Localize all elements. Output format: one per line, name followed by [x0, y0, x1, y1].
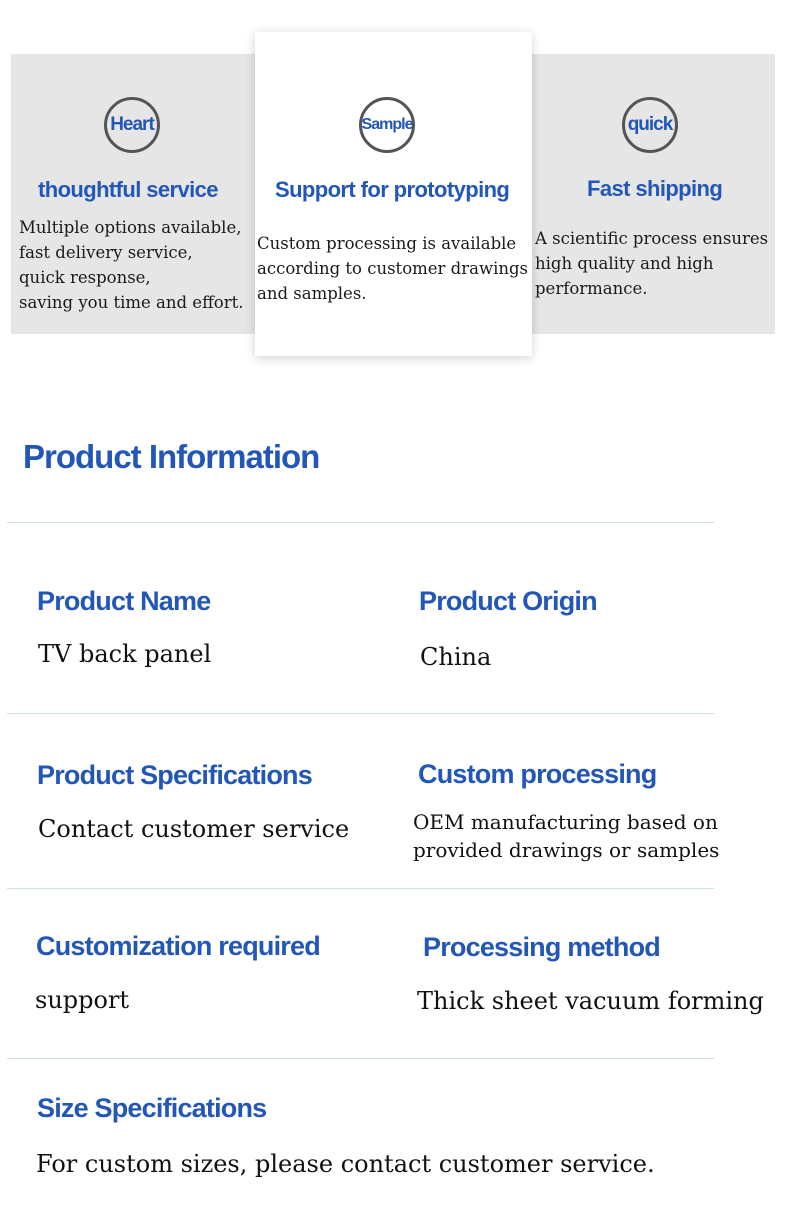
badge-label: Heart — [110, 114, 154, 135]
field-value-product-name: TV back panel — [38, 640, 212, 668]
field-label-processing-method: Processing method — [423, 932, 660, 962]
field-value-processing-method: Thick sheet vacuum forming — [417, 987, 764, 1015]
feature-description: Multiple options available, fast delivery service, quick response, saving you time and effort. — [19, 218, 244, 312]
divider — [7, 1058, 714, 1059]
heart-badge-icon — [104, 97, 160, 153]
field-value-customization-required: support — [35, 986, 130, 1014]
field-label-custom-processing: Custom processing — [418, 759, 657, 789]
field-label-size-specifications: Size Specifications — [37, 1093, 267, 1123]
field-label-product-origin: Product Origin — [419, 586, 597, 616]
badge-label: quick — [627, 114, 673, 135]
field-label-product-name: Product Name — [37, 586, 211, 616]
feature-title: Fast shipping — [587, 176, 723, 201]
feature-title: Support for prototyping — [275, 177, 510, 202]
field-value-product-specifications: Contact customer service — [38, 815, 350, 843]
field-value-product-origin: China — [420, 643, 492, 671]
field-value-custom-processing: OEM manufacturing based on provided drawings or samples — [413, 810, 720, 862]
badge-label: Sample — [361, 116, 413, 133]
section-heading: Product Information — [23, 438, 320, 475]
field-label-customization-required: Customization required — [36, 931, 320, 961]
feature-title: thoughtful service — [38, 177, 218, 202]
field-label-product-specifications: Product Specifications — [37, 760, 312, 790]
field-value-size-specifications: For custom sizes, please contact customer service. — [36, 1150, 655, 1178]
divider — [7, 713, 714, 714]
sample-badge-icon — [359, 97, 415, 153]
divider — [7, 522, 714, 523]
feature-description: Custom processing is available according to customer drawings and samples. — [257, 234, 529, 303]
quick-badge-icon — [622, 97, 678, 153]
feature-description: A scientific process ensures high quality and high performance. — [535, 229, 769, 298]
divider — [7, 888, 714, 889]
